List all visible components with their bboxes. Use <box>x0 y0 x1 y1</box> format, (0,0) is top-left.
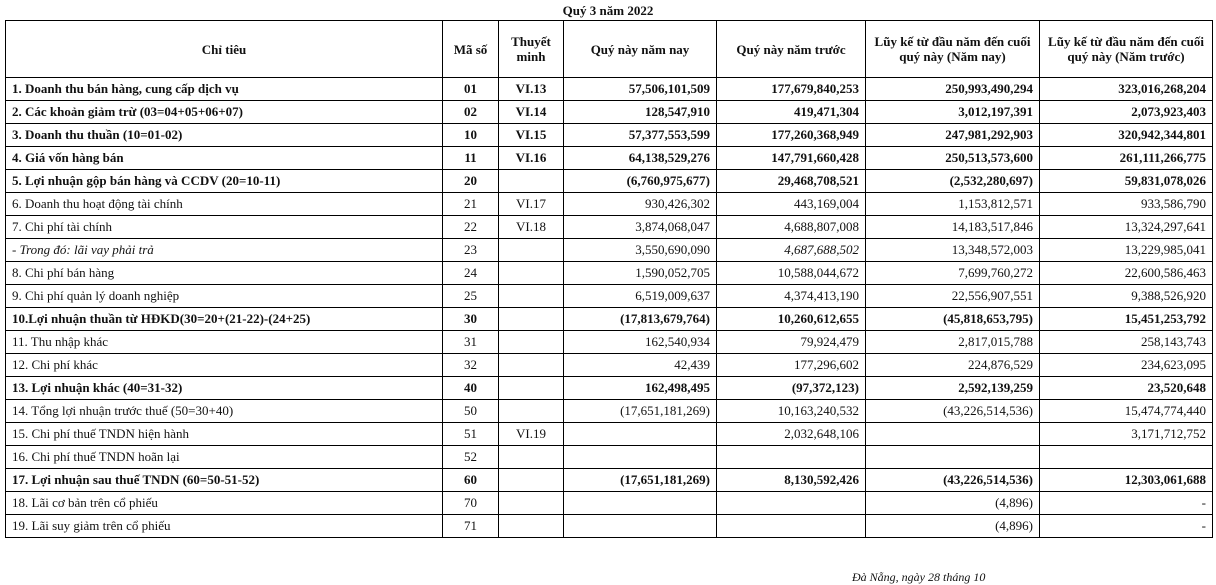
cell-ytd-prev: - <box>1040 492 1213 515</box>
cell-ytd-now: 2,817,015,788 <box>866 331 1040 354</box>
cell-ytd-now: 224,876,529 <box>866 354 1040 377</box>
table-row <box>6 216 1213 239</box>
cell-q-prev: 8,130,592,426 <box>717 469 866 492</box>
cell-note <box>499 515 564 538</box>
cell-q-now: 57,506,101,509 <box>564 78 717 101</box>
table-row <box>6 377 1213 400</box>
header-ytd-this-year: Lũy kế từ đầu năm đến cuối quý này (Năm nay) <box>866 21 1040 78</box>
cell-code: 02 <box>443 101 499 124</box>
cell-note: VI.14 <box>499 101 564 124</box>
cell-ytd-prev: - <box>1040 515 1213 538</box>
cell-q-now <box>564 446 717 469</box>
cell-note <box>499 308 564 331</box>
table-row <box>6 285 1213 308</box>
report-period-title: Quý 3 năm 2022 <box>562 3 654 18</box>
cell-ytd-now: (4,896) <box>866 492 1040 515</box>
cell-q-now: 3,550,690,090 <box>564 239 717 262</box>
cell-q-now: (17,813,679,764) <box>564 308 717 331</box>
cell-code: 71 <box>443 515 499 538</box>
cell-code: 01 <box>443 78 499 101</box>
signature-place-date: Đà Nẵng, ngày 28 tháng 10 <box>852 570 986 584</box>
cell-ytd-now: 2,592,139,259 <box>866 377 1040 400</box>
table-row <box>6 170 1213 193</box>
cell-q-prev: 79,924,479 <box>717 331 866 354</box>
cell-q-now: 3,874,068,047 <box>564 216 717 239</box>
cell-q-now: 64,138,529,276 <box>564 147 717 170</box>
cell-code: 70 <box>443 492 499 515</box>
table-row <box>6 446 1213 469</box>
cell-ytd-prev: 15,451,253,792 <box>1040 308 1213 331</box>
cell-note: VI.13 <box>499 78 564 101</box>
cell-q-prev: 177,679,840,253 <box>717 78 866 101</box>
cell-code: 23 <box>443 239 499 262</box>
cell-ytd-now: 250,993,490,294 <box>866 78 1040 101</box>
cell-name: 10.Lợi nhuận thuần từ HĐKD(30=20+(21-22)-(24+25) <box>6 308 443 331</box>
cell-q-now <box>564 423 717 446</box>
cell-ytd-now: (4,896) <box>866 515 1040 538</box>
cell-ytd-now <box>866 423 1040 446</box>
table-row <box>6 193 1213 216</box>
cell-name: 9. Chi phí quản lý doanh nghiệp <box>6 285 443 308</box>
cell-note <box>499 377 564 400</box>
cell-name: 14. Tổng lợi nhuận trước thuế (50=30+40) <box>6 400 443 423</box>
cell-q-now: 930,426,302 <box>564 193 717 216</box>
table-row <box>6 78 1213 101</box>
table-row <box>6 492 1213 515</box>
cell-name: 8. Chi phí bán hàng <box>6 262 443 285</box>
cell-q-prev: 4,687,688,502 <box>717 239 866 262</box>
table-row <box>6 515 1213 538</box>
cell-q-prev: 177,260,368,949 <box>717 124 866 147</box>
cell-name: 17. Lợi nhuận sau thuế TNDN (60=50-51-52) <box>6 469 443 492</box>
cell-ytd-now: 13,348,572,003 <box>866 239 1040 262</box>
cell-ytd-now: 14,183,517,846 <box>866 216 1040 239</box>
cell-ytd-prev: 12,303,061,688 <box>1040 469 1213 492</box>
cell-name: 18. Lãi cơ bản trên cổ phiếu <box>6 492 443 515</box>
cell-q-now: 162,498,495 <box>564 377 717 400</box>
cell-name: 1. Doanh thu bán hàng, cung cấp dịch vụ <box>6 78 443 101</box>
cell-note <box>499 469 564 492</box>
header-this-quarter-last-year: Quý này năm trước <box>717 21 866 78</box>
cell-ytd-prev: 2,073,923,403 <box>1040 101 1213 124</box>
cell-note <box>499 331 564 354</box>
cell-name: 4. Giá vốn hàng bán <box>6 147 443 170</box>
cell-ytd-prev: 323,016,268,204 <box>1040 78 1213 101</box>
cell-code: 60 <box>443 469 499 492</box>
cell-code: 25 <box>443 285 499 308</box>
cell-q-now: 6,519,009,637 <box>564 285 717 308</box>
cell-note <box>499 239 564 262</box>
table-row <box>6 469 1213 492</box>
cell-q-prev <box>717 492 866 515</box>
cell-q-prev: 4,374,413,190 <box>717 285 866 308</box>
cell-note <box>499 170 564 193</box>
header-note: Thuyết minh <box>499 21 564 78</box>
table-row <box>6 423 1213 446</box>
cell-q-prev: (97,372,123) <box>717 377 866 400</box>
cell-ytd-now: (2,532,280,697) <box>866 170 1040 193</box>
header-code: Mã số <box>443 21 499 78</box>
cell-name: 13. Lợi nhuận khác (40=31-32) <box>6 377 443 400</box>
cell-code: 24 <box>443 262 499 285</box>
cell-note <box>499 285 564 308</box>
cell-q-prev: 147,791,660,428 <box>717 147 866 170</box>
header-this-quarter-this-year: Quý này năm nay <box>564 21 717 78</box>
cell-ytd-prev: 59,831,078,026 <box>1040 170 1213 193</box>
cell-ytd-prev: 933,586,790 <box>1040 193 1213 216</box>
table-row <box>6 308 1213 331</box>
cell-q-now <box>564 515 717 538</box>
cell-ytd-now: 1,153,812,571 <box>866 193 1040 216</box>
cell-q-prev: 10,163,240,532 <box>717 400 866 423</box>
cell-name: - Trong đó: lãi vay phải trả <box>6 239 443 262</box>
cell-code: 11 <box>443 147 499 170</box>
cell-ytd-prev: 258,143,743 <box>1040 331 1213 354</box>
cell-note <box>499 400 564 423</box>
cell-q-now: (17,651,181,269) <box>564 469 717 492</box>
cell-q-now: (6,760,975,677) <box>564 170 717 193</box>
cell-q-now: 1,590,052,705 <box>564 262 717 285</box>
cell-name: 11. Thu nhập khác <box>6 331 443 354</box>
cell-q-prev: 177,296,602 <box>717 354 866 377</box>
table-row <box>6 239 1213 262</box>
table-row <box>6 147 1213 170</box>
cell-ytd-now: (43,226,514,536) <box>866 400 1040 423</box>
cell-name: 19. Lãi suy giảm trên cổ phiếu <box>6 515 443 538</box>
cell-ytd-prev: 13,229,985,041 <box>1040 239 1213 262</box>
cell-name: 2. Các khoản giảm trừ (03=04+05+06+07) <box>6 101 443 124</box>
cell-ytd-prev: 15,474,774,440 <box>1040 400 1213 423</box>
cell-note <box>499 262 564 285</box>
cell-ytd-prev <box>1040 446 1213 469</box>
cell-q-now: 57,377,553,599 <box>564 124 717 147</box>
cell-code: 52 <box>443 446 499 469</box>
table-row <box>6 124 1213 147</box>
cell-name: 12. Chi phí khác <box>6 354 443 377</box>
cell-note: VI.17 <box>499 193 564 216</box>
cell-ytd-now: 3,012,197,391 <box>866 101 1040 124</box>
cell-q-prev: 10,260,612,655 <box>717 308 866 331</box>
cell-note: VI.18 <box>499 216 564 239</box>
cell-ytd-now: 250,513,573,600 <box>866 147 1040 170</box>
table-row <box>6 101 1213 124</box>
cell-code: 50 <box>443 400 499 423</box>
cell-ytd-prev: 13,324,297,641 <box>1040 216 1213 239</box>
cell-q-now: 42,439 <box>564 354 717 377</box>
header-indicator: Chỉ tiêu <box>6 21 443 78</box>
cell-ytd-now: 7,699,760,272 <box>866 262 1040 285</box>
cell-ytd-prev: 23,520,648 <box>1040 377 1213 400</box>
cell-code: 22 <box>443 216 499 239</box>
cell-note: VI.16 <box>499 147 564 170</box>
cell-code: 30 <box>443 308 499 331</box>
cell-q-now: (17,651,181,269) <box>564 400 717 423</box>
cell-q-now: 128,547,910 <box>564 101 717 124</box>
cell-code: 51 <box>443 423 499 446</box>
cell-code: 32 <box>443 354 499 377</box>
cell-ytd-now: (45,818,653,795) <box>866 308 1040 331</box>
cell-name: 5. Lợi nhuận gộp bán hàng và CCDV (20=10-11) <box>6 170 443 193</box>
cell-ytd-now: (43,226,514,536) <box>866 469 1040 492</box>
cell-code: 21 <box>443 193 499 216</box>
header-ytd-last-year: Lũy kế từ đầu năm đến cuối quý này (Năm trước) <box>1040 21 1213 78</box>
cell-note <box>499 492 564 515</box>
cell-q-prev: 419,471,304 <box>717 101 866 124</box>
cell-name: 3. Doanh thu thuần (10=01-02) <box>6 124 443 147</box>
cell-name: 15. Chi phí thuế TNDN hiện hành <box>6 423 443 446</box>
cell-ytd-prev: 22,600,586,463 <box>1040 262 1213 285</box>
table-row <box>6 354 1213 377</box>
cell-ytd-prev: 9,388,526,920 <box>1040 285 1213 308</box>
cell-ytd-prev: 320,942,344,801 <box>1040 124 1213 147</box>
cell-q-prev <box>717 446 866 469</box>
cell-q-prev: 29,468,708,521 <box>717 170 866 193</box>
cell-q-now: 162,540,934 <box>564 331 717 354</box>
cell-ytd-prev: 3,171,712,752 <box>1040 423 1213 446</box>
cell-code: 40 <box>443 377 499 400</box>
income-statement-table <box>5 20 1213 538</box>
cell-name: 16. Chi phí thuế TNDN hoãn lại <box>6 446 443 469</box>
cell-name: 6. Doanh thu hoạt động tài chính <box>6 193 443 216</box>
cell-ytd-now <box>866 446 1040 469</box>
table-row <box>6 400 1213 423</box>
cell-ytd-prev: 234,623,095 <box>1040 354 1213 377</box>
cell-code: 10 <box>443 124 499 147</box>
cell-q-prev: 10,588,044,672 <box>717 262 866 285</box>
cell-ytd-prev: 261,111,266,775 <box>1040 147 1213 170</box>
cell-ytd-now: 22,556,907,551 <box>866 285 1040 308</box>
cell-note: VI.15 <box>499 124 564 147</box>
table-row <box>6 262 1213 285</box>
cell-q-prev <box>717 515 866 538</box>
table-row <box>6 331 1213 354</box>
cell-q-prev: 4,688,807,008 <box>717 216 866 239</box>
cell-note <box>499 446 564 469</box>
cell-name: 7. Chi phí tài chính <box>6 216 443 239</box>
cell-code: 20 <box>443 170 499 193</box>
cell-q-now <box>564 492 717 515</box>
table-header-row <box>6 21 1213 78</box>
cell-code: 31 <box>443 331 499 354</box>
cell-ytd-now: 247,981,292,903 <box>866 124 1040 147</box>
cell-note: VI.19 <box>499 423 564 446</box>
cell-note <box>499 354 564 377</box>
cell-q-prev: 2,032,648,106 <box>717 423 866 446</box>
cell-q-prev: 443,169,004 <box>717 193 866 216</box>
